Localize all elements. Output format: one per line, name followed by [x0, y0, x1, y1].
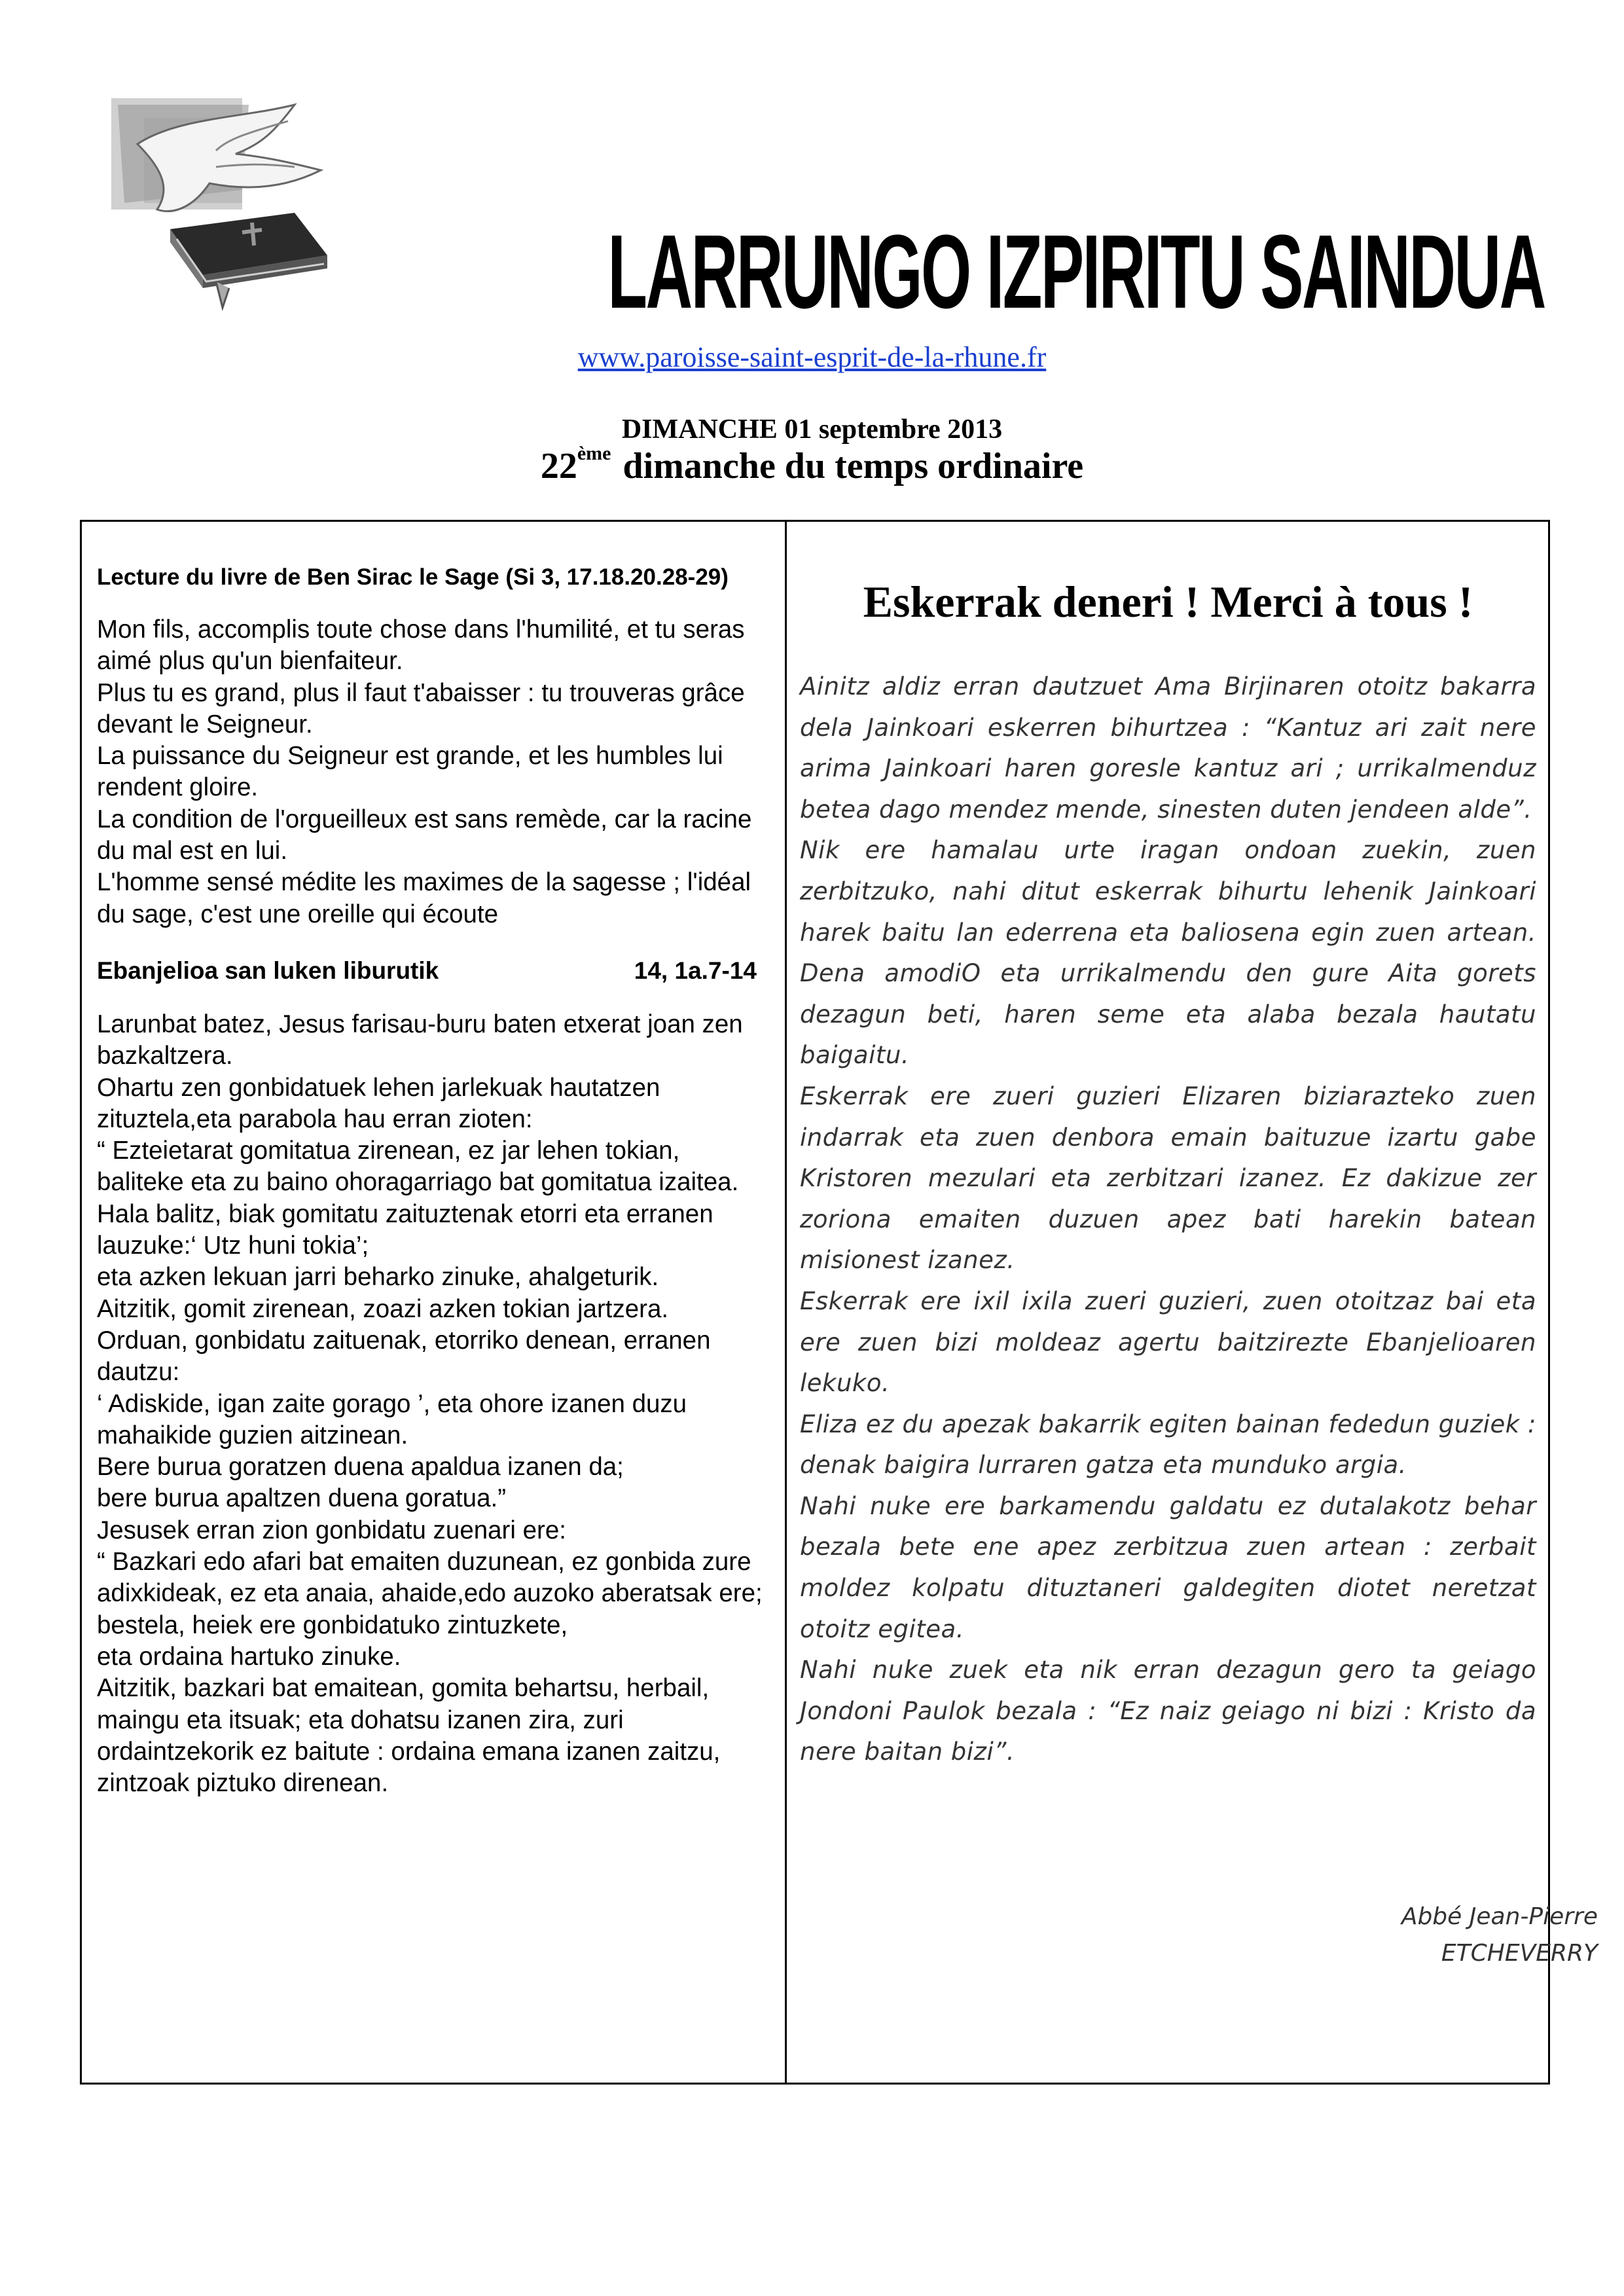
- letter-paragraph: Nahi nuke zuek eta nik erran dezagun gero ta geiago Jondoni Paulok bezala : “Ez naiz geiago ni bizi : Kristo da nere baitan bizi”.: [800, 1656, 1536, 1766]
- sunday-suffix: ème: [577, 443, 611, 464]
- parish-title: LARRUNGO IZPIRITU SAINDUA: [607, 213, 1545, 330]
- letter-paragraph: Eliza ez du apezak bakarrik egiten bainan fededun guziek : denak baigira lurraren gatza eta munduko argia.: [800, 1410, 1536, 1480]
- gospel-line: Ohartu zen gonbidatuek lehen jarlekuak hautatzen zituztela,eta parabola hau erran zioten:: [97, 1073, 660, 1133]
- letter-paragraph: Nik ere hamalau urte iragan ondoan zuekin, zuen zerbitzuko, nahi ditut eskerrak bihurtu lehenik Jainkoari harek baitu lan ederrena eta baliosena egin zuen artean. Dena amodiO eta urrikalmendu den gure Aita gorets dezagun beti, haren seme eta alaba bezala hautatu baigaitu.: [800, 836, 1536, 1070]
- gospel-line: Bere burua goratzen duena apaldua izanen da;: [97, 1453, 624, 1482]
- letter-paragraph: Nahi nuke ere barkamendu galdatu ez dutalakotz behar bezala bete ene apez zerbitzua zuen artean : zerbait moldez kolpatu dituztaneri galdegiten diotet neretzat otoitz egitea.: [800, 1491, 1536, 1643]
- letter-body: [800, 666, 1536, 1773]
- gospel-line: bere burua apaltzen duena goratua.”: [97, 1484, 507, 1513]
- gospel-title: Ebanjelioa san luken liburutik: [97, 957, 439, 984]
- sunday-date: DIMANCHE 01 septembre 2013: [621, 414, 1003, 445]
- first-reading-title: Lecture du livre de Ben Sirac le Sage (Si 3, 17.18.20.28-29): [97, 564, 729, 590]
- gospel-line: Jesusek erran zion gonbidatu zuenari ere:: [97, 1516, 566, 1544]
- signature-surname: ETCHEVERRY: [1441, 1940, 1598, 1967]
- signature: [1401, 1899, 1598, 1972]
- column-divider: [785, 520, 787, 2085]
- reading-line: La puissance du Seigneur est grande, et les humbles lui rendent gloire.: [97, 742, 723, 802]
- gospel-line: ‘ Adiskide, igan zaite gorago ’, eta ohore izanen duzu mahaikide guzien aitzinean.: [97, 1389, 687, 1449]
- liturgical-sunday: [0, 445, 1624, 487]
- gospel-line: “ Ezteietarat gomitatua zirenean, ez jar lehen tokian, baliteke eta zu baino ohoragarriago bat gomitatua izaitea.: [97, 1137, 739, 1197]
- reading-line: Plus tu es grand, plus il faut t'abaisser : tu trouveras grâce devant le Seigneur.: [97, 678, 745, 738]
- gospel-heading: [97, 955, 765, 987]
- letter-column: [800, 574, 1536, 1773]
- reading-line: Mon fils, accomplis toute chose dans l'humilité, et tu seras aimé plus qu'un bienfaiteur.: [97, 615, 745, 676]
- first-reading-text: [97, 614, 765, 930]
- gospel-line: Aitzitik, gomit zirenean, zoazi azken tokian jartzera.: [97, 1294, 669, 1323]
- letter-title: Eskerrak deneri ! Merci à tous !: [863, 577, 1473, 627]
- gospel-line: eta ordaina hartuko zinuke.: [97, 1642, 401, 1671]
- gospel-line: Hala balitz, biak gomitatu zaituztenak etorri eta erranen lauzuke:‘ Utz huni tokia’;: [97, 1199, 713, 1260]
- gospel-line: Orduan, gonbidatu zaituenak, etorriko denean, erranen dautzu:: [97, 1326, 711, 1387]
- reading-line: La condition de l'orgueilleux est sans remède, car la racine du mal est en lui.: [97, 805, 752, 866]
- gospel-line: eta azken lekuan jarri beharko zinuke, ahalgeturik.: [97, 1263, 659, 1292]
- gospel-reference: 14, 1a.7-14: [634, 957, 757, 984]
- gospel-line: “ Bazkari edo afari bat emaiten duzunean, ez gonbida zure adixkideak, ez eta anaia, ahaide,edo auzoko aberatsak ere;: [97, 1548, 763, 1608]
- gospel-line: Aitzitik, bazkari bat emaitean, gomita behartsu, herbail, maingu eta itsuak; eta dohatsu izanen zira, zuri ordaintzekorik ez baitute : ordaina emana izanen zaitzu, zintzoak piztuko direnean.: [97, 1674, 721, 1798]
- letter-paragraph: Ainitz aldiz erran dautzuet Ama Birjinaren otoitz bakarra dela Jainkoari eskerren bihurtzea : “Kantuz ari zait nere arima Jainkoari haren goresle kantuz ari ; urrikalmenduz betea dago mendez mende, sinesten duten jendeen alde”.: [800, 672, 1536, 824]
- sunday-number: 22: [540, 446, 577, 486]
- readings-column: [97, 563, 765, 1799]
- reading-line: L'homme sensé médite les maximes de la sagesse ; l'idéal du sage, c'est une oreille qui écoute: [97, 868, 751, 928]
- gospel-line: bestela, heiek ere gonbidatuko zintuzkete,: [97, 1611, 568, 1639]
- sunday-text: dimanche du temps ordinaire: [623, 446, 1084, 486]
- gospel-text: [97, 1009, 765, 1799]
- signature-name: Abbé Jean-Pierre: [1401, 1903, 1598, 1930]
- letter-paragraph: Eskerrak ere zueri guzieri Elizaren biziarazteko zuen indarrak eta zuen denbora emain baituzue izartu gabe Kristoren mezulari eta zerbitzari izanez. Ez dakizue zer zoriona emaiten duzuen apez bati harekin batean misionest izanez.: [800, 1082, 1536, 1275]
- letter-paragraph: Eskerrak ere ixil ixila zueri guzieri, zuen otoitzaz bai eta ere zuen bizi moldeaz agertu baitzirezte Ebanjelioaren lekuko.: [800, 1286, 1536, 1398]
- parish-website-link[interactable]: www.paroisse-saint-esprit-de-la-rhune.fr: [577, 341, 1047, 373]
- dove-bible-logo-icon: [98, 92, 367, 334]
- gospel-line: Larunbat batez, Jesus farisau-buru baten etxerat joan zen bazkaltzera.: [97, 1010, 743, 1070]
